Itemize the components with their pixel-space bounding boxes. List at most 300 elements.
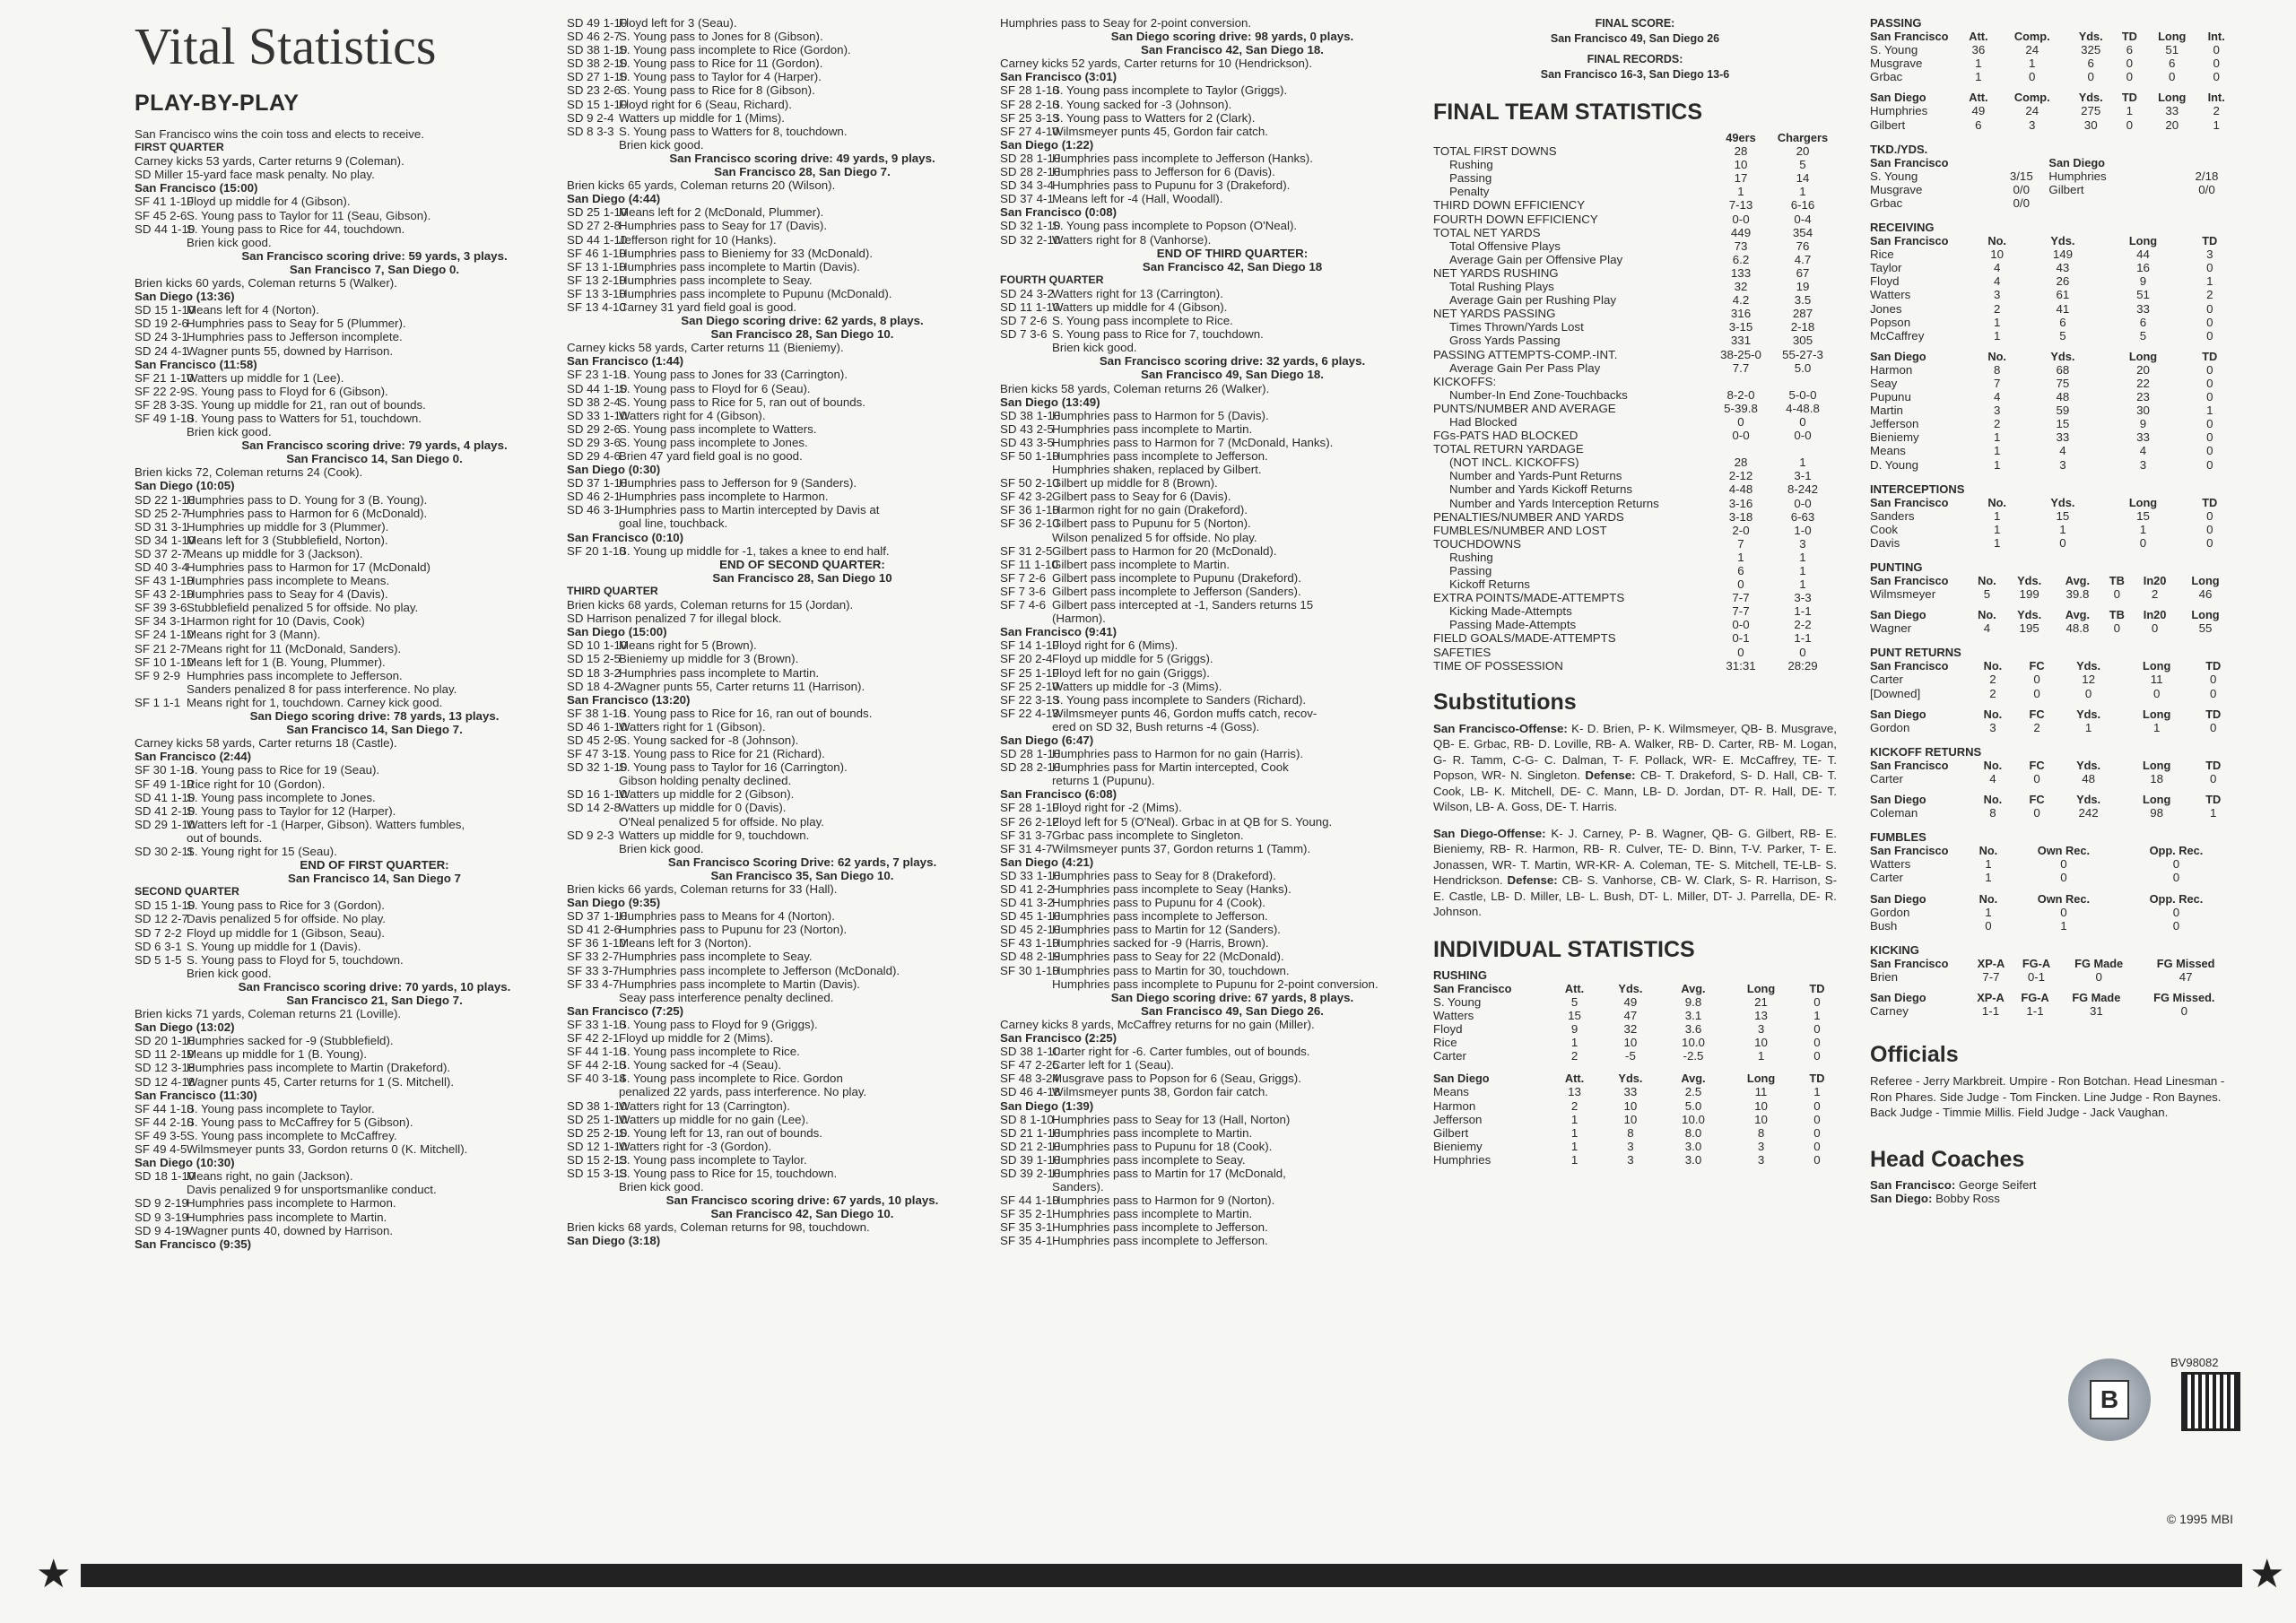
quarter-header: SECOND QUARTER: [135, 885, 239, 898]
stats-column-header: Att.: [1969, 30, 1988, 43]
stats-column-header: Long: [2128, 495, 2158, 509]
stat-label: EXTRA POINTS/MADE-ATTEMPTS: [1433, 591, 1625, 605]
play-position: SD 41 2-6: [567, 923, 621, 937]
play-row: [567, 16, 984, 30]
play-row: [567, 1018, 984, 1031]
stat-49ers: 0-0: [1732, 212, 1750, 226]
stat-value: 30: [2136, 404, 2150, 418]
team-name: San Diego: [1433, 1072, 1490, 1086]
stats-column-header: No.: [1979, 891, 1998, 906]
play-position: SD 15 3-13: [567, 1166, 628, 1180]
team-stats-row: [1433, 375, 1837, 388]
stat-value: 2: [1989, 686, 1996, 700]
play-position: SF 25 2-10: [1000, 679, 1059, 693]
stat-value: 4: [2139, 444, 2147, 458]
play-position: SD 41 1-10: [135, 790, 196, 804]
stat-value: 0: [1813, 1049, 1821, 1063]
play-row: [135, 1115, 561, 1129]
play-by-play-heading: PLAY-BY-PLAY: [135, 91, 300, 116]
team-stats-row: [1433, 510, 1837, 524]
play-position: SF 7 2-6: [1000, 570, 1046, 585]
spacer: [1870, 343, 2233, 350]
stat-49ers: 31:31: [1726, 658, 1756, 673]
stat-chargers: 5.0: [1794, 360, 1812, 375]
section-label: PUNTING: [1870, 560, 1923, 574]
column-2: [567, 16, 984, 1248]
player-row: [1870, 196, 2233, 210]
play-text: S. Young pass to Rice for 15, touchdown.: [619, 1166, 838, 1180]
stat-49ers: 7-7: [1732, 604, 1750, 619]
team-stats-row: [1433, 415, 1837, 429]
stat-chargers: 1: [1799, 550, 1806, 564]
kickoff-note: Carney kicks 52 yards, Carter returns for 10 (Hendrickson).: [1000, 56, 1313, 71]
stats-column-header: Long: [2158, 30, 2187, 43]
stat-value: 0: [2095, 969, 2102, 984]
play-row: [567, 936, 984, 950]
player-row: [1870, 417, 2233, 430]
scoring-summary: San Francisco 49, San Diego 18.: [1141, 368, 1324, 382]
play-row: [135, 818, 561, 831]
player-row: [1870, 444, 2233, 457]
play-position: SF 13 3-10: [567, 286, 626, 300]
play-text: S. Young pass to Taylor for 12 (Harper).: [187, 803, 396, 818]
stat-value: 3: [1627, 1152, 1634, 1167]
stat-value: 7-7: [1982, 969, 2000, 984]
player-name: Floyd: [1870, 274, 1900, 289]
spacer: [1870, 984, 2233, 991]
play-row: [567, 950, 984, 963]
play-position: SF 22 3-13: [1000, 692, 1059, 707]
possession-header: San Francisco (11:58): [135, 357, 257, 371]
kickoff-note: Carney kicks 53 yards, Carter returns 9 (Coleman).: [135, 154, 404, 169]
team-stats-row: [1433, 171, 1837, 185]
play-row: [567, 964, 984, 977]
stat-value: 75: [2056, 376, 2070, 390]
player-name: Humphries: [1870, 104, 1928, 118]
stat-value: 48: [2082, 771, 2095, 785]
play-text: Watters right for 4 (Gibson).: [619, 408, 766, 422]
sub-sd-defense: CB- S. Vanhorse, CB- W. Clark, S- R. Harrison, S- E. Castle, LB- D. Miller, LB- L. Bush, DT- L. Miller, DT- J. Parrella, DE- R. Johnson.: [1433, 873, 1837, 919]
player-row: [1433, 1140, 1837, 1153]
play-row: [567, 680, 984, 693]
stat-value: 0: [2206, 328, 2213, 343]
play-text: Humphries pass incomplete to Jefferson.: [1052, 1234, 1268, 1248]
stat-value: 6: [2139, 315, 2147, 329]
stat-value: 0: [2206, 362, 2213, 377]
player-row: [1433, 1036, 1837, 1049]
stat-49ers: 1: [1737, 185, 1744, 199]
stat-value: 0: [2060, 857, 2067, 872]
play-continuation: Brien kick good.: [187, 425, 272, 439]
player-name: Gilbert: [2048, 182, 2084, 196]
stat-value: 10.0: [1682, 1112, 1705, 1126]
copyright: © 1995 MBI: [2166, 1512, 2233, 1526]
stat-value: 1: [1570, 1125, 1578, 1140]
stat-value: 4: [1993, 261, 2001, 275]
player-row: [1870, 919, 2233, 933]
scoring-summary: San Francisco Scoring Drive: 62 yards, 7 plays.: [667, 855, 937, 869]
play-text: Bieniemy up middle for 3 (Brown).: [619, 652, 799, 666]
play-position: SF 27 4-10: [1000, 124, 1059, 138]
possession-header: San Francisco (15:00): [135, 181, 258, 195]
stat-label: FIELD GOALS/MADE-ATTEMPTS: [1433, 631, 1616, 646]
player-name: Gordon: [1870, 905, 1910, 919]
stat-value: 0: [2151, 621, 2159, 636]
stats-header: [1870, 496, 2233, 509]
play-position: SD 48 2-19: [1000, 950, 1061, 964]
play-text: S. Young pass incomplete to Jones.: [187, 790, 376, 804]
stats-column-header: FC: [2029, 793, 2045, 807]
column-4: [1433, 16, 1837, 1167]
play-text: Humphries pass incomplete to Harmon.: [187, 1196, 396, 1211]
player-row: [1870, 288, 2233, 301]
stat-value: 2: [1993, 301, 2001, 316]
player-row: [1870, 56, 2233, 70]
play-position: SD 24 3-1: [135, 330, 188, 344]
stats-header: [1433, 982, 1837, 995]
coach-sd-name: Bobby Ross: [1932, 1191, 2000, 1205]
player-name: Sanders: [1870, 508, 1915, 523]
stat-value: 1: [2213, 117, 2220, 132]
play-row: [1000, 287, 1411, 300]
stats-column-header: Long: [1746, 1072, 1776, 1086]
play-text: Humphries pass to Harmon for 17 (McDonald): [187, 560, 430, 574]
play-text: S. Young pass to Floyd for 9 (Griggs).: [619, 1017, 818, 1031]
play-position: SF 39 3-6: [135, 601, 187, 615]
play-position: SD 6 3-1: [135, 939, 182, 953]
play-continuation: Brien kick good.: [187, 235, 272, 249]
stat-value: 0: [2126, 117, 2134, 132]
stat-49ers: 2-0: [1732, 523, 1750, 537]
stat-value: 0: [2206, 301, 2213, 316]
stat-value: 1: [1570, 1036, 1578, 1050]
play-row: [567, 1167, 984, 1180]
stat-value: 33: [2136, 430, 2150, 445]
play-continuation: (Harmon).: [1052, 612, 1106, 626]
play-text: Wagner punts 40, downed by Harrison.: [187, 1223, 394, 1237]
stats-column-header: Long: [2128, 349, 2158, 363]
scoring-summary: San Francisco 42, San Diego 18.: [1141, 43, 1324, 57]
play-text: S. Young sacked for -8 (Johnson).: [619, 733, 799, 747]
play-row: [135, 412, 561, 425]
play-text: Humphries pass to Martin intercepted by Davis at: [619, 503, 880, 517]
section-label: INTERCEPTIONS: [1870, 482, 1965, 496]
team-name: San Francisco: [1870, 659, 1949, 673]
play-position: SF 9 2-9: [135, 668, 180, 682]
stat-label: SAFETIES: [1433, 645, 1492, 659]
stats-column-header: TB: [2109, 574, 2125, 587]
play-row: [1000, 1058, 1411, 1072]
stat-49ers: 17: [1734, 171, 1748, 186]
possession-header: San Diego (1:22): [1000, 137, 1094, 152]
play-row: [567, 30, 984, 43]
stat-value: 61: [2056, 288, 2070, 302]
play-text: S. Young pass to Rice for 8 (Gibson).: [619, 83, 815, 98]
sacks-table: [1870, 156, 2233, 210]
stat-value: 31: [2089, 1004, 2103, 1019]
play-text: S. Young pass to Floyd for 6 (Gibson).: [187, 384, 388, 398]
stat-value: -2.5: [1683, 1049, 1704, 1063]
stat-value: 3: [1627, 1139, 1634, 1153]
team-name: San Francisco: [1870, 234, 1949, 248]
play-text: Humphries pass to Jefferson incomplete.: [187, 330, 403, 344]
stat-value: 3: [2059, 457, 2066, 472]
play-position: SF 13 1-10: [567, 259, 626, 273]
team-stats-header: [1433, 131, 1837, 144]
stat-value: 0: [2084, 686, 2092, 700]
play-text: S. Young pass to Taylor for 16 (Carrington).: [619, 760, 848, 775]
substitutions-sf: [1433, 721, 1837, 815]
player-stats-table: [1870, 707, 2233, 734]
play-text: Humphries pass incomplete to Martin.: [1052, 1125, 1253, 1140]
team-stats-row: [1433, 631, 1837, 645]
stats-column-header: Att.: [1564, 1072, 1585, 1086]
play-text: S. Young pass to Rice for 44, touchdown.: [187, 221, 405, 236]
play-row: [135, 330, 561, 343]
possession-header: San Diego (0:30): [567, 463, 661, 477]
play-text: Humphries pass to Seay for 5 (Plummer).: [187, 317, 406, 331]
stats-column-header: FC: [2029, 758, 2045, 772]
play-row: [1000, 422, 1411, 436]
scoring-summary: San Francisco 49, San Diego 26.: [1141, 1003, 1324, 1018]
scoring-summary: San Francisco scoring drive: 32 yards, 6 plays.: [1099, 354, 1366, 369]
play-position: SF 43 1-10: [135, 574, 194, 588]
stat-chargers: 20: [1796, 144, 1810, 159]
stat-value: 36: [1971, 43, 1986, 57]
stats-column-header: Comp.: [2013, 30, 2050, 43]
star-icon-left: ★: [36, 1552, 72, 1596]
spacer: [1870, 601, 2233, 608]
play-position: SF 28 2-10: [1000, 97, 1059, 111]
stat-value: 3: [2139, 457, 2147, 472]
player-name: Pupunu: [1870, 390, 1911, 404]
play-text: Floyd right for 6 (Mims).: [1052, 638, 1178, 653]
play-row: [567, 273, 984, 287]
play-position: SD 45 2-9: [567, 733, 621, 747]
play-position: SD 9 2-3: [567, 828, 614, 842]
stats-header: [1870, 957, 2233, 970]
stat-value: 4: [1983, 621, 1991, 636]
play-text: Humphries pass to Martin for 30, touchdown.: [1052, 963, 1290, 977]
player-row: [1870, 806, 2233, 820]
stats-column-header: No.: [1983, 707, 2003, 721]
play-row: [1000, 516, 1411, 530]
player-row: [1870, 118, 2233, 132]
play-continuation: ered on SD 32, Bush returns -4 (Goss).: [1052, 719, 1260, 733]
play-text: S. Young pass to McCaffrey for 5 (Gibson).: [187, 1115, 413, 1129]
play-position: SD 18 3-2: [567, 665, 621, 680]
stat-value: 3/15: [2009, 169, 2033, 183]
stat-49ers: 38-25-0: [1720, 347, 1761, 361]
stats-header: [1870, 991, 2233, 1004]
play-text: S. Young pass to Watters for 8, touchdown.: [619, 124, 848, 138]
play-row: [567, 260, 984, 273]
team-stats-row: [1433, 551, 1837, 564]
stat-chargers: [1769, 442, 1837, 456]
stat-value: 0: [1813, 994, 1821, 1009]
stat-value: 0: [2213, 56, 2220, 71]
play-position: SD 8 1-10: [1000, 1112, 1054, 1126]
play-row: [135, 1142, 561, 1156]
stat-value: 8.0: [1684, 1125, 1702, 1140]
play-text: Humphries pass to Pupunu for 18 (Cook).: [1052, 1139, 1273, 1153]
stat-value: 4: [1993, 274, 2001, 289]
player-name: S. Young: [1870, 169, 1918, 183]
stat-value: 3: [2029, 117, 2036, 132]
play-row: [1000, 652, 1411, 665]
play-position: SD 49 1-10: [567, 16, 628, 30]
play-position: SD 37 1-10: [567, 476, 628, 490]
player-name: S. Young: [1433, 994, 1482, 1009]
stat-value: 3.0: [1684, 1139, 1702, 1153]
team-stats-row: [1433, 618, 1837, 631]
play-row: [1000, 760, 1411, 774]
stat-value: 2.5: [1684, 1085, 1702, 1099]
stats-column-header: Long: [2158, 91, 2187, 105]
play-row: [567, 436, 984, 449]
stats-column-header: XP-A: [1977, 956, 2005, 970]
stat-value: 1: [1570, 1139, 1578, 1153]
player-row: [1870, 404, 2233, 417]
kickoff-note: SD Miller 15-yard face mask penalty. No play.: [135, 168, 375, 182]
team-stats-row: [1433, 537, 1837, 551]
stat-label: NET YARDS RUSHING: [1433, 265, 1559, 280]
player-row: [1870, 687, 2233, 700]
stats-column-header: No.: [1987, 349, 2006, 363]
stat-value: 0: [2210, 771, 2217, 785]
play-position: SD 29 2-6: [567, 421, 621, 436]
play-row: [1000, 125, 1411, 138]
player-row: [1433, 1113, 1837, 1126]
stat-value: 0: [2210, 686, 2217, 700]
player-name: Taylor: [1870, 261, 1902, 275]
stat-value: 3.6: [1684, 1022, 1702, 1037]
player-row: [1870, 363, 2233, 377]
stat-label: PUNTS/NUMBER AND AVERAGE: [1433, 401, 1616, 415]
play-position: SF 24 1-10: [135, 628, 194, 642]
stat-value: 1: [1757, 1049, 1765, 1063]
substitutions-heading: Substitutions: [1433, 689, 1577, 715]
play-position: SF 31 2-5: [1000, 543, 1053, 558]
play-text: S. Young pass incomplete to Sanders (Richard).: [1052, 692, 1307, 707]
stat-label: Average Gain Per Pass Play: [1449, 360, 1601, 375]
play-text: S. Young pass to Jones for 8 (Gibson).: [619, 30, 823, 44]
play-text: Humphries pass incomplete to Jefferson (McDonald).: [619, 963, 900, 977]
play-text: Humphries pass incomplete to Seay.: [619, 950, 813, 964]
player-row: [1870, 316, 2233, 329]
stat-label: Kickoff Returns: [1449, 577, 1530, 592]
kickoff-note: Brien kicks 58 yards, Coleman returns 26 (Walker).: [1000, 381, 1270, 395]
play-text: Humphries pass incomplete to Jefferson.: [1052, 449, 1268, 463]
stat-label: Rushing: [1449, 550, 1493, 564]
stats-header: [1433, 1072, 1837, 1085]
player-name: Martin: [1870, 404, 1903, 418]
play-row: [567, 801, 984, 814]
team-stats-row: [1433, 320, 1837, 334]
player-row: [1870, 261, 2233, 274]
stat-value: 0: [1813, 1098, 1821, 1113]
play-row: [567, 125, 984, 138]
play-text: Humphries pass to Harmon for 6 (McDonald).: [187, 506, 428, 520]
play-row: [1000, 503, 1411, 516]
player-name: Bieniemy: [1433, 1139, 1483, 1153]
team-stats-row: [1433, 591, 1837, 604]
possession-header: San Francisco (6:08): [1000, 787, 1118, 802]
play-text: Carter left for 1 (Seau).: [1052, 1058, 1174, 1072]
team-name: San Francisco: [1433, 981, 1512, 995]
play-position: SF 13 2-10: [567, 273, 626, 287]
play-position: SD 33 1-10: [567, 408, 628, 422]
stat-value: 8: [1757, 1125, 1765, 1140]
play-row: [135, 1047, 561, 1061]
play-row: [135, 926, 561, 940]
play-row: [567, 652, 984, 665]
play-row: [567, 395, 984, 409]
stats-column-header: No.: [1983, 793, 2003, 807]
play-position: SF 44 1-10: [1000, 1193, 1059, 1208]
play-row: [567, 733, 984, 747]
play-text: Watters left for -1 (Harper, Gibson). Watters fumbles,: [187, 817, 465, 831]
play-text: Means left for 2 (McDonald, Plummer).: [619, 205, 824, 220]
stat-value: 325: [2081, 43, 2101, 57]
kickoff-note: Brien kicks 71 yards, Coleman returns 21 (Loville).: [135, 1007, 402, 1021]
play-position: SD 9 3-19: [135, 1210, 188, 1224]
stats-column-header: Yds.: [2076, 707, 2101, 721]
kickoff-note: San Francisco wins the coin toss and elects to receive.: [135, 127, 424, 141]
stat-value: 195: [2019, 621, 2039, 636]
play-row: [135, 1224, 561, 1237]
possession-header: San Francisco (7:25): [567, 1003, 684, 1018]
play-text: S. Young up middle for -1, takes a knee to end half.: [619, 543, 890, 558]
play-position: SF 48 3-24: [1000, 1072, 1059, 1086]
play-row: [135, 303, 561, 317]
play-row: [567, 1099, 984, 1113]
play-text: S. Young pass to Rice for 7, touchdown.: [1052, 327, 1264, 342]
play-row: [1000, 815, 1411, 829]
stat-49ers: 0: [1737, 577, 1744, 592]
play-position: SF 21 1-10: [135, 370, 194, 385]
play-text: Means right for 1, touchdown. Carney kick good.: [187, 695, 443, 709]
kickoff-note: SD Harrison penalized 7 for illegal block.: [567, 612, 782, 626]
stats-header: [1870, 30, 2233, 43]
stat-value: 59: [2056, 404, 2070, 418]
play-position: SD 46 3-1: [567, 503, 621, 517]
stat-value: 0: [2152, 686, 2161, 700]
play-position: SD 20 1-10: [135, 1034, 196, 1048]
play-text: Wagner punts 45, Carter returns for 1 (S. Mitchell).: [187, 1074, 455, 1089]
stat-value: 18: [2150, 771, 2164, 785]
stat-value: 0: [2060, 905, 2067, 919]
play-row: [1000, 98, 1411, 111]
stats-column-header: Int.: [2207, 91, 2225, 105]
play-position: SD 8 3-3: [567, 124, 614, 138]
stat-value: 5: [1570, 994, 1578, 1009]
play-position: SD 46 4-18: [1000, 1085, 1061, 1099]
play-row: [1000, 829, 1411, 842]
play-position: SF 30 1-10: [135, 763, 194, 777]
stats-column-header: FC: [2029, 659, 2045, 673]
play-position: SD 46 2-7: [567, 30, 621, 44]
play-position: SD 7 2-6: [1000, 314, 1048, 328]
play-position: SF 44 1-10: [567, 1045, 626, 1059]
stat-value: 9: [1570, 1022, 1578, 1037]
possession-header: San Diego (1:39): [1000, 1098, 1094, 1113]
team-stats-row: [1433, 402, 1837, 415]
stat-49ers: [1713, 442, 1769, 456]
scoring-summary: San Francisco scoring drive: 49 yards, 9 plays.: [669, 151, 935, 165]
play-position: SF 43 2-10: [135, 587, 194, 602]
player-row: [1870, 621, 2233, 635]
